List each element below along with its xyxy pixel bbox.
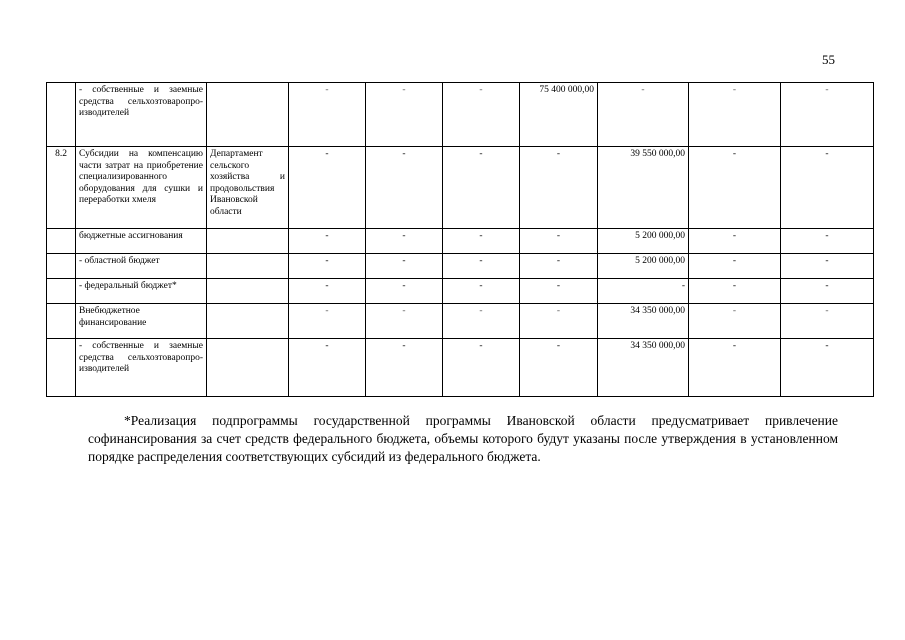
row-description-cell: Внебюджетное финансирование [76,304,207,339]
responsible-cell: Департамент сельского хозяйства и продовольствия Ивановской области [207,147,289,229]
value-cell: - [443,83,520,147]
budget-table [46,82,874,397]
row-number-cell [47,254,76,279]
table-row [47,147,874,229]
value-cell: - [289,83,366,147]
value-cell: - [289,229,366,254]
value-cell: - [366,279,443,304]
row-number-cell [47,229,76,254]
value-cell: - [520,304,598,339]
value-cell: - [520,339,598,397]
value-cell: - [781,339,874,397]
page-number: 55 [822,52,835,67]
value-cell: - [289,304,366,339]
value-cell: - [289,339,366,397]
value-cell: - [366,229,443,254]
value-cell: - [781,83,874,147]
value-cell: 39 550 000,00 [598,147,689,229]
table-row [47,339,874,397]
value-cell: - [781,229,874,254]
value-cell: - [366,83,443,147]
value-cell: - [781,254,874,279]
row-description-cell: - собственные и заемные средства сельхозтоваропро-изводителей [76,83,207,147]
value-cell: - [689,83,781,147]
responsible-cell [207,279,289,304]
row-number-cell [47,279,76,304]
footnote [88,412,838,466]
value-cell: - [366,147,443,229]
value-cell: - [689,304,781,339]
row-number-cell [47,304,76,339]
row-number-cell [47,339,76,397]
value-cell: - [443,254,520,279]
value-cell: - [689,147,781,229]
row-description-cell: - собственные и заемные средства сельхозтоваропро-изводителей [76,339,207,397]
table-row [47,83,874,147]
value-cell: - [520,254,598,279]
table-row [47,254,874,279]
value-cell: - [366,339,443,397]
value-cell: - [520,229,598,254]
value-cell: - [443,229,520,254]
value-cell: - [366,254,443,279]
table-row [47,279,874,304]
value-cell: 75 400 000,00 [520,83,598,147]
responsible-cell [207,83,289,147]
row-description-cell: бюджетные ассигнования [76,229,207,254]
value-cell: - [520,147,598,229]
responsible-cell [207,304,289,339]
value-cell: - [781,304,874,339]
value-cell: - [689,279,781,304]
value-cell: - [443,339,520,397]
value-cell: - [598,83,689,147]
value-cell: - [781,147,874,229]
value-cell: 34 350 000,00 [598,304,689,339]
value-cell: - [443,304,520,339]
value-cell: - [689,229,781,254]
value-cell: - [598,279,689,304]
footnote-text: *Реализация подпрограммы государственной программы Ивановской области предусматривает привлечение софинансирования за счет средств федерального бюджета, объемы которого будут указаны после утверждения в установленном порядке распределения соответствующих субсидий из федерального бюджета. [88,412,838,464]
responsible-cell [207,229,289,254]
value-cell: 34 350 000,00 [598,339,689,397]
value-cell: - [289,254,366,279]
table-row [47,304,874,339]
value-cell: - [366,304,443,339]
value-cell: - [289,279,366,304]
value-cell: - [443,279,520,304]
value-cell: - [689,254,781,279]
responsible-cell [207,339,289,397]
row-description-cell: - областной бюджет [76,254,207,279]
value-cell: - [781,279,874,304]
value-cell: 5 200 000,00 [598,229,689,254]
row-description-cell: Субсидии на компенсацию части затрат на приобретение специализированного оборудования для сушки и переработки хмеля [76,147,207,229]
value-cell: - [689,339,781,397]
value-cell: - [443,147,520,229]
value-cell: - [289,147,366,229]
value-cell: 5 200 000,00 [598,254,689,279]
row-number-cell [47,83,76,147]
responsible-cell [207,254,289,279]
row-number-cell: 8.2 [47,147,76,229]
table-row [47,229,874,254]
value-cell: - [520,279,598,304]
row-description-cell: - федеральный бюджет* [76,279,207,304]
